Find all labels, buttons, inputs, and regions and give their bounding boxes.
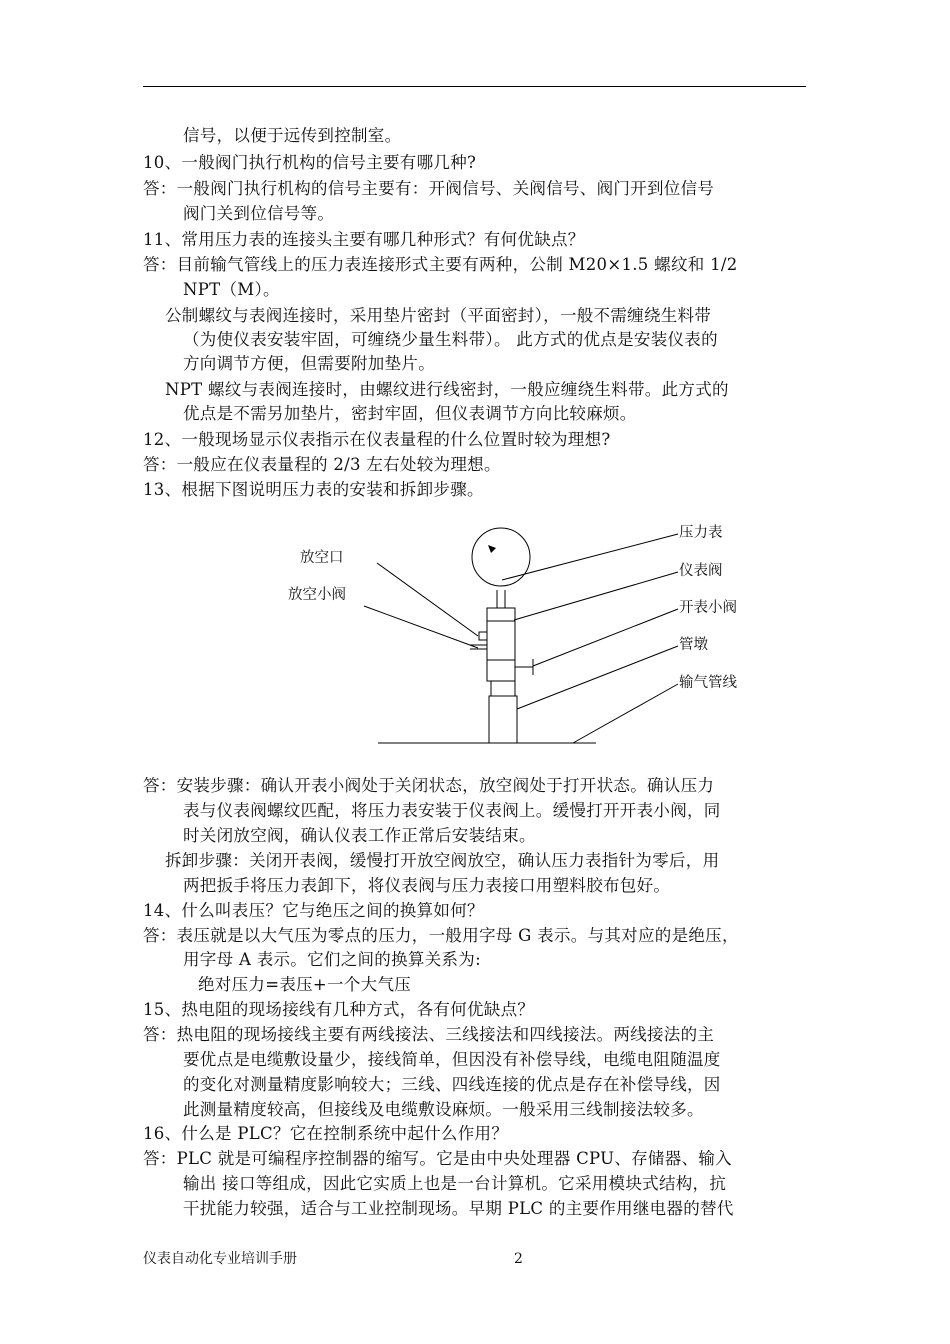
question-13: 13、根据下图说明压力表的安装和拆卸步骤。 (143, 480, 484, 499)
text-line: 时关闭放空阀，确认仪表工作正常后安装结束。 (183, 826, 536, 845)
answer-10: 答：一般阀门执行机构的信号主要有：开阀信号、关阀信号、阀门开到位信号 (143, 179, 715, 198)
pressure-gauge (472, 528, 530, 586)
question-16: 16、什么是 PLC？它在控制系统中起什么作用？ (143, 1124, 509, 1143)
answer-11: 答：目前输气管线上的压力表连接形式主要有两种，公制 M20×1.5 螺纹和 1/2 (143, 255, 738, 274)
label-vent-valve: 放空小阀 (288, 587, 346, 603)
question-15: 15、热电阻的现场接线有几种方式，各有何优缺点？ (143, 1000, 535, 1019)
label-instrument-valve: 仪表阀 (679, 563, 723, 579)
text-line: 表与仪表阀螺纹匹配，将压力表安装于仪表阀上。缓慢打开开表小阀，同 (183, 801, 721, 820)
footer-title: 仪表自动化专业培训手册 (143, 1251, 297, 1267)
label-gauge: 压力表 (679, 525, 723, 541)
label-pipeline: 输气管线 (679, 675, 737, 691)
text-line: 要优点是电缆敷设量少，接线简单，但因没有补偿导线，电缆电阻随温度 (183, 1050, 721, 1069)
text-line: 方向调节方便，但需要附加垫片。 (183, 354, 435, 373)
question-12: 12、一般现场显示仪表指示在仪表量程的什么位置时较为理想? (143, 430, 611, 449)
question-14: 14、什么叫表压？它与绝压之间的换算如何？ (143, 901, 484, 920)
leader-gauge-valve (533, 609, 678, 666)
formula: 绝对压力=表压+一个大气压 (198, 975, 412, 994)
vent-valve (479, 632, 487, 640)
text-line: 阀门关到位信号等。 (183, 204, 335, 223)
answer-14: 答：表压就是以大气压为零点的压力，一般用字母 G 表示。与其对应的是绝压， (143, 926, 739, 945)
answer-12: 答：一般应在仪表量程的 2/3 左右处较为理想。 (143, 455, 501, 474)
pier-collar (491, 681, 515, 696)
leader-pipeline (573, 684, 678, 743)
text-line: 信号，以便于远传到控制室。 (183, 126, 402, 145)
text-line: 的变化对测量精度影响较大；三线、四线连接的优点是存在补偿导线，因 (183, 1075, 721, 1094)
text-line: 拆卸步骤：关闭开表阀，缓慢打开放空阀放空，确认压力表指针为零后，用 (165, 851, 720, 870)
answer-16: 答：PLC 就是可编程序控制器的缩写。它是由中央处理器 CPU、存储器、输入 (143, 1149, 732, 1168)
instrument-valve (487, 608, 515, 681)
text-line: 优点是不需另加垫片，密封牢固，但仪表调节方向比较麻烦。 (183, 404, 637, 423)
pipe-pier (489, 696, 517, 743)
text-line: 公制螺纹与表阀连接时，采用垫片密封（平面密封），一般不需缠绕生料带 (165, 306, 712, 325)
text-line: 用字母 A 表示。它们之间的换算关系为: (183, 950, 481, 969)
question-11: 11、常用压力表的连接头主要有哪几种形式？有何优缺点？ (143, 230, 585, 249)
text-line: 输出 接口等组成，因此它实质上也是一台计算机。它采用模块式结构，抗 (183, 1174, 727, 1193)
text-line: NPT 螺纹与表阀连接时，由螺纹进行线密封，一般应缠绕生料带。此方式的 (165, 380, 729, 399)
text-line: 干扰能力较强，适合与工业控制现场。早期 PLC 的主要作用继电器的替代 (183, 1199, 734, 1218)
label-pipe-pier: 管墩 (679, 637, 708, 653)
leader-vent-valve (364, 606, 478, 648)
text-line: NPT（M）。 (183, 280, 280, 299)
leader-pier (517, 646, 678, 709)
text-line: 此测量精度较高，但接线及电缆敷设麻烦。一般采用三线制接法较多。 (183, 1100, 704, 1119)
label-gauge-valve: 开表小阀 (679, 600, 737, 616)
question-10: 10、一般阀门执行机构的信号主要有哪几种? (143, 153, 477, 172)
leader-instrument-valve (514, 572, 678, 620)
answer-15: 答：热电阻的现场接线主要有两线接法、三线接法和四线接法。两线接法的主 (143, 1025, 715, 1044)
text-line: 两把扳手将压力表卸下，将仪表阀与压力表接口用塑料胶布包好。 (183, 876, 671, 895)
answer-13: 答：安装步骤：确认开表小阀处于关闭状态，放空阀处于打开状态。确认压力 (143, 776, 715, 795)
leader-vent-port (377, 563, 478, 636)
page-number: 2 (514, 1251, 523, 1267)
label-vent-port: 放空口 (300, 550, 344, 566)
text-line: （为使仪表安装牢固，可缠绕少量生料带）。 此方式的优点是安装仪表的 (183, 330, 718, 349)
